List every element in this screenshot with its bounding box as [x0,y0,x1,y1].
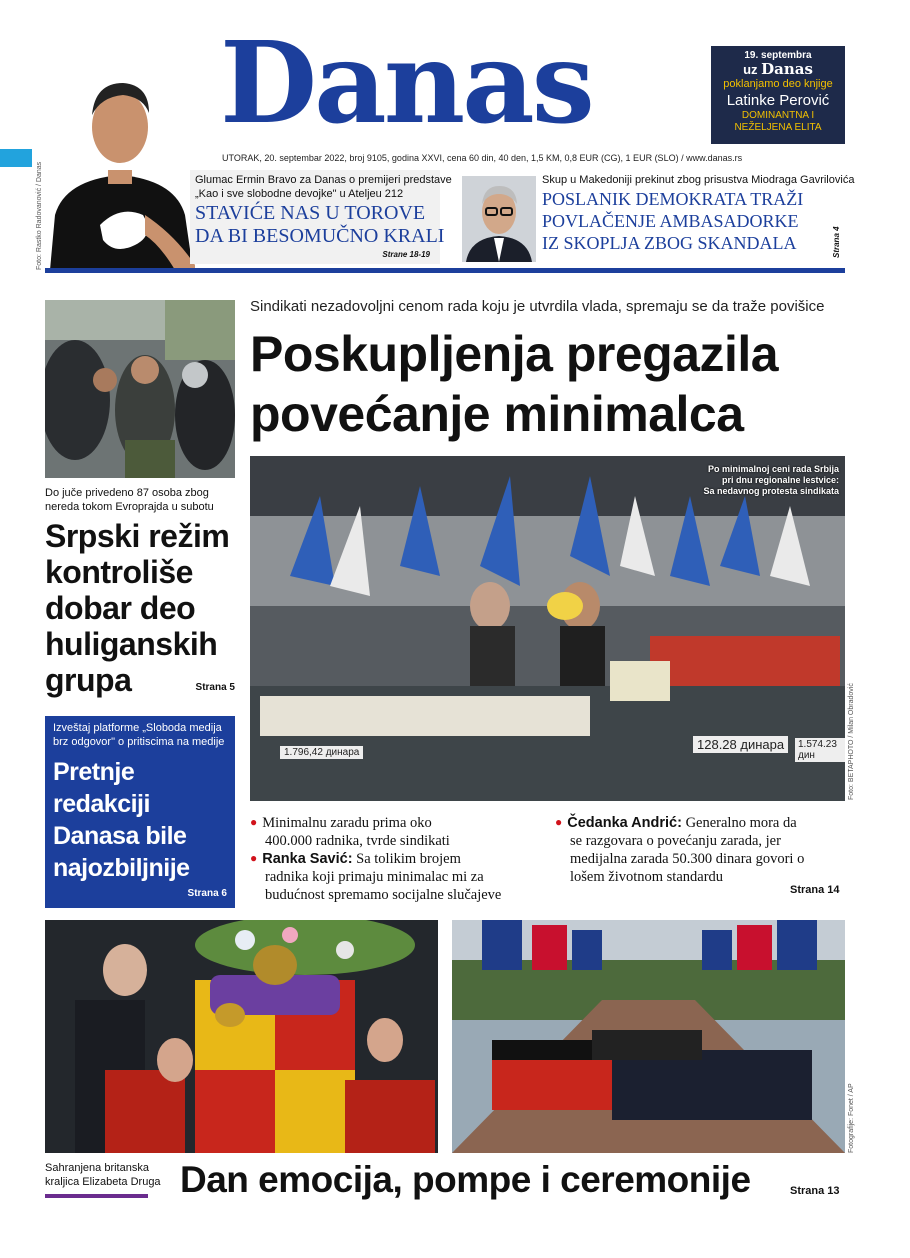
side2-kicker-1: Izveštaj platforme „Sloboda medija [53,722,222,734]
bottom-headline[interactable]: Dan emocija, pompe i ceremonije [180,1159,751,1200]
top-left-kicker-2: „Kao i sve slobodne devojke" u Atelјeu 212 [195,188,404,200]
lead-bullets-left [250,814,550,904]
lead-photo-caption-3: Sa nedavnog protesta sindikata [703,486,839,496]
top-story-left[interactable] [190,170,452,264]
lead-photo-credit: Foto: BETAPHOTO / Milan Obradović [848,683,855,800]
promo-brand: Danas [761,60,813,78]
bullet-3-name: Čedanka Andrić: [567,815,682,831]
header-rule [45,268,845,273]
side2-kicker-2: brz odgovor" o pritiscima na medije [53,736,225,748]
lead-kicker: Sindikati nezadovoljni cenom rada koju je utvrdila vlada, spremaju se da traže povišice [250,298,825,315]
side2-headline-4: najozbiljnije [53,854,190,882]
bullet-2-line-3: budućnost spremamo socijalne slučajeve [265,887,502,903]
riot-photo [45,300,235,478]
lead-bullets-right [555,814,845,886]
top-right-headline-2: POVLAČENJE AMBASADORKE [542,211,799,231]
book-promo-box[interactable] [711,46,845,144]
top-right-headline-3: IZ SKOPLJA ZBOG SKANDALA [542,233,797,253]
lead-headline-1[interactable]: Poskupljenja pregazila [250,326,779,382]
top-right-page-ref: Strana 4 [832,226,841,258]
bullet-2-line-2: radnika koji primaju minimalac mi za [265,869,484,885]
lead-photo-caption-2: pri dnu regionalne lestvice: [721,475,839,485]
promo-author: Latinke Perović [726,92,830,109]
side1-page-ref: Strana 5 [195,682,235,693]
bottom-caption [45,1161,161,1189]
top-right-kicker: Skup u Makedoniji prekinut zbog prisustva Miodraga Gavrilovića [542,174,855,186]
politician-photo [462,176,536,262]
top-left-headline-1: STAVIĆE NAS U TOROVE [195,202,426,224]
dateline: UTORAK, 20. septembar 2022, broj 9105, godina XXVI, cena 60 din, 40 den, 1,5 KM, 0,8 EUR (CG), 1 EUR (SLO) / www.danas.rs [222,153,743,163]
lead-photo-caption-1: Po minimalnoj ceni rada Srbija [707,464,839,474]
promo-book-title-2: NEŽELJENA ELITA [734,122,822,133]
funeral-coffin-photo [45,920,438,1153]
protest-photo [250,456,845,801]
top-left-page-ref: Strane 18-19 [382,250,430,259]
bottom-caption-2: kraljica Elizabeta Druga [45,1176,161,1188]
actor-portrait-photo [45,65,195,270]
bullet-3-line-2: se razgovara o povećanju zarada, jer [570,833,781,849]
top-left-kicker-1: Glumac Ermin Bravo za Danas o premijeri predstave [195,174,452,186]
side1-kicker-1: Do juče privedeno 87 osoba zbog [45,487,209,499]
bullet-3-line-1: ● Čedanka Andrić: Generalno mora da [555,814,845,832]
top-left-headline-2: DA BI BESOMUČNO KRALI [195,225,445,247]
funeral-procession-photo [452,920,845,1153]
side1-headline-2: kontroliše [45,554,193,590]
bullet-2-line-1: ● Ranka Savić: Sa tolikim brojem [250,850,550,868]
bottom-caption-1: Sahranjena britanska [45,1162,149,1174]
bottom-photo-credit: Fotografije: Fonet / AP [848,1083,855,1153]
side-story-2[interactable] [45,716,235,908]
side2-headline-1: Pretnje [53,758,135,786]
sign-3: 1.574.23 дин [795,738,845,762]
masthead-logo: Danas [220,18,592,149]
top-story-right[interactable] [538,170,855,264]
promo-line2: poklanjamo deo knjige [723,78,833,90]
side1-kicker-2: nereda tokom Evroprajda u subotu [45,501,214,513]
bottom-caption-rule [45,1194,148,1198]
bullet-1-line-2: 400.000 radnika, tvrde sindikati [265,833,450,849]
portrait-photo-credit: Foto: Rastko Radovanović / Danas [36,161,43,270]
side1-headline-1: Srpski režim [45,518,230,554]
lead-page-ref: Strana 14 [790,884,840,896]
section-tab [0,149,32,167]
sign-2: 128.28 динара [693,736,788,753]
side-story-1[interactable] [45,486,240,701]
side2-headline-2: redakciji [53,790,150,818]
lead-headline-2[interactable]: povećanje minimalca [250,386,744,442]
side2-headline-3: Danasa bile [53,822,187,850]
promo-uz: uz [743,62,758,77]
side1-headline-5: grupa [45,662,132,698]
promo-book-title-1: DOMINANTNA I [741,110,815,121]
bullet-3-line-3: medijalna zarada 50.300 dinara govori o [570,851,805,867]
side2-page-ref: Strana 6 [187,888,227,899]
bullet-3-line-4: lošem životnom standardu [570,869,724,885]
bottom-page-ref: Strana 13 [790,1185,840,1197]
side1-headline-4: huliganskih [45,626,218,662]
bullet-2-name: Ranka Savić: [262,851,353,867]
promo-date: 19. septembra [744,50,812,61]
bullet-1-line-1: ● Minimalnu zaradu prima oko [250,814,550,832]
side1-headline-3: dobar deo [45,590,196,626]
sign-1: 1.796,42 динара [280,746,363,759]
top-right-headline-1: POSLANIK DEMOKRATA TRAŽI [542,189,804,209]
